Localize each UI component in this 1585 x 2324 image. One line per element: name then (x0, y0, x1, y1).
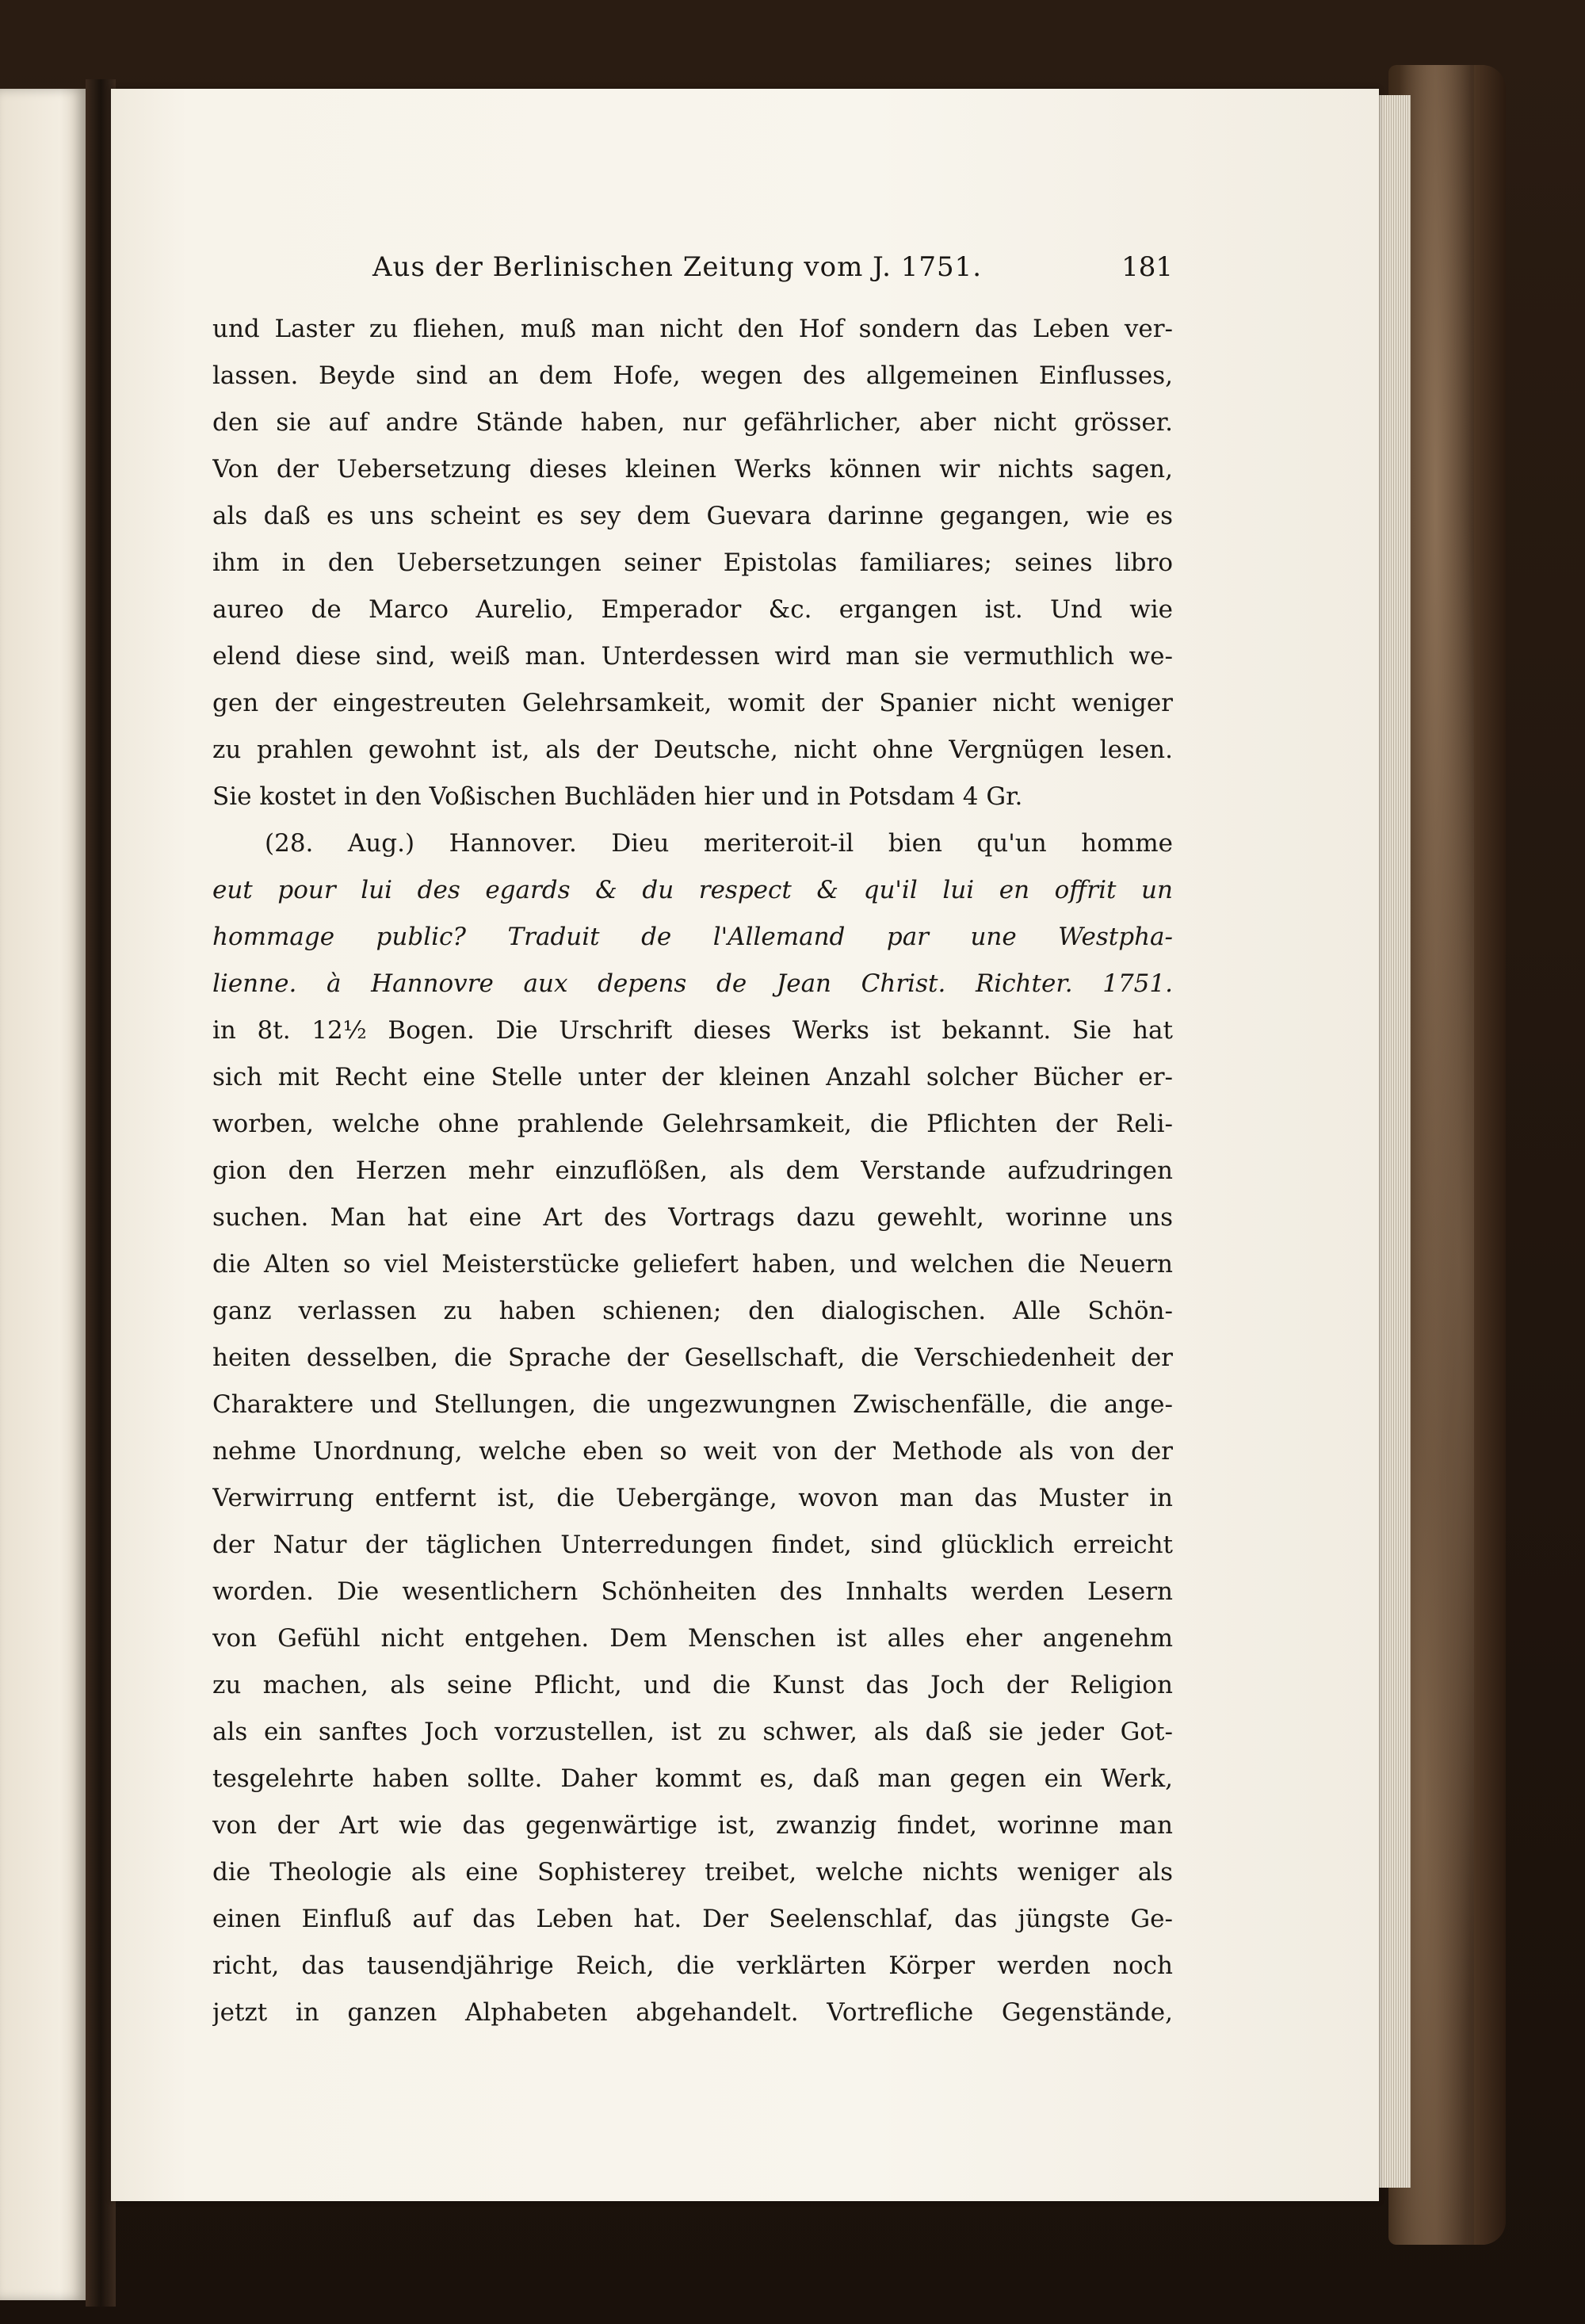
text-line: tesgelehrte haben sollte. Daher kommt es, daß man gegen ein Werk, (212, 1764, 1173, 1793)
text-line: worden. Die wesentlichern Schönheiten des Innhalts werden Lesern (212, 1577, 1173, 1606)
text-line: Charaktere und Stellungen, die ungezwungnen Zwischenfälle, die ange- (212, 1390, 1173, 1419)
body-text (212, 306, 1173, 2036)
text-line: suchen. Man hat eine Art des Vortrags dazu gewehlt, worinne uns (212, 1203, 1173, 1232)
cover-edge (1474, 65, 1506, 2245)
text-line: worben, welche ohne prahlende Gelehrsamkeit, die Pflichten der Reli- (212, 1110, 1173, 1138)
text-line: der Natur der täglichen Unterredungen findet, sind glücklich erreicht (212, 1531, 1173, 1559)
text-line: von Gefühl nicht entgehen. Dem Menschen ist alles eher angenehm (212, 1624, 1173, 1653)
text-line: aureo de Marco Aurelio, Emperador &c. ergangen ist. Und wie (212, 595, 1173, 624)
text-line: jetzt in ganzen Alphabeten abgehandelt. Vortrefliche Gegenstände, (212, 1998, 1173, 2027)
text-line: elend diese sind, weiß man. Unterdessen wird man sie vermuthlich we- (212, 642, 1173, 671)
text-line: als daß es uns scheint es sey dem Guevara darinne gegangen, wie es (212, 502, 1173, 530)
page-edges (1375, 95, 1411, 2188)
running-head-title: Aus der Berlinischen Zeitung vom J. 1751. (372, 251, 983, 283)
text-line: lassen. Beyde sind an dem Hofe, wegen des allgemeinen Einflusses, (212, 361, 1173, 390)
text-line: einen Einfluß auf das Leben hat. Der Seelenschlaf, das jüngste Ge- (212, 1905, 1173, 1933)
text-line: und Laster zu fliehen, muß man nicht den Hof sondern das Leben ver- (212, 315, 1173, 343)
text-line: (28. Aug.) Hannover. Dieu meriteroit-il bien qu'un homme (265, 829, 1173, 858)
text-line: heiten desselben, die Sprache der Gesellschaft, die Verschiedenheit der (212, 1344, 1173, 1372)
text-line: hommage public? Traduit de l'Allemand par une Westpha- (212, 923, 1173, 951)
page-number: 181 (1121, 251, 1173, 283)
text-line: lienne. à Hannovre aux depens de Jean Christ. Richter. 1751. (212, 969, 1173, 998)
text-line: Sie kostet in den Voßischen Buchläden hier und in Potsdam 4 Gr. (212, 782, 1023, 811)
text-line: sich mit Recht eine Stelle unter der kleinen Anzahl solcher Bücher er- (212, 1063, 1173, 1091)
text-line: gen der eingestreuten Gelehrsamkeit, womit der Spanier nicht weniger (212, 689, 1173, 717)
text-line: gion den Herzen mehr einzuflößen, als dem Verstande aufzudringen (212, 1156, 1173, 1185)
facing-page-edge (0, 89, 86, 2300)
text-line: als ein sanftes Joch vorzustellen, ist zu schwer, als daß sie jeder Got- (212, 1718, 1173, 1746)
text-line: die Theologie als eine Sophisterey treibet, welche nichts weniger als (212, 1858, 1173, 1886)
text-line: von der Art wie das gegenwärtige ist, zwanzig findet, worinne man (212, 1811, 1173, 1840)
text-line: den sie auf andre Stände haben, nur gefährlicher, aber nicht grösser. (212, 408, 1173, 437)
text-line: ihm in den Uebersetzungen seiner Epistolas familiares; seines libro (212, 549, 1173, 577)
text-line: zu machen, als seine Pflicht, und die Kunst das Joch der Religion (212, 1671, 1173, 1699)
text-line: Verwirrung entfernt ist, die Uebergänge, wovon man das Muster in (212, 1484, 1173, 1512)
text-line: die Alten so viel Meisterstücke geliefert haben, und welchen die Neuern (212, 1250, 1173, 1279)
text-line: richt, das tausendjährige Reich, die verklärten Körper werden noch (212, 1951, 1173, 1980)
text-line: Von der Uebersetzung dieses kleinen Werks können wir nichts sagen, (212, 455, 1173, 484)
text-line: ganz verlassen zu haben schienen; den dialogischen. Alle Schön- (212, 1297, 1173, 1325)
text-line: nehme Unordnung, welche eben so weit von der Methode als von der (212, 1437, 1173, 1466)
text-line: eut pour lui des egards & du respect & qu'il lui en offrit un (212, 876, 1173, 904)
running-header (372, 251, 1173, 291)
text-line: in 8t. 12½ Bogen. Die Urschrift dieses Werks ist bekannt. Sie hat (212, 1016, 1173, 1045)
text-line: zu prahlen gewohnt ist, als der Deutsche, nicht ohne Vergnügen lesen. (212, 736, 1173, 764)
